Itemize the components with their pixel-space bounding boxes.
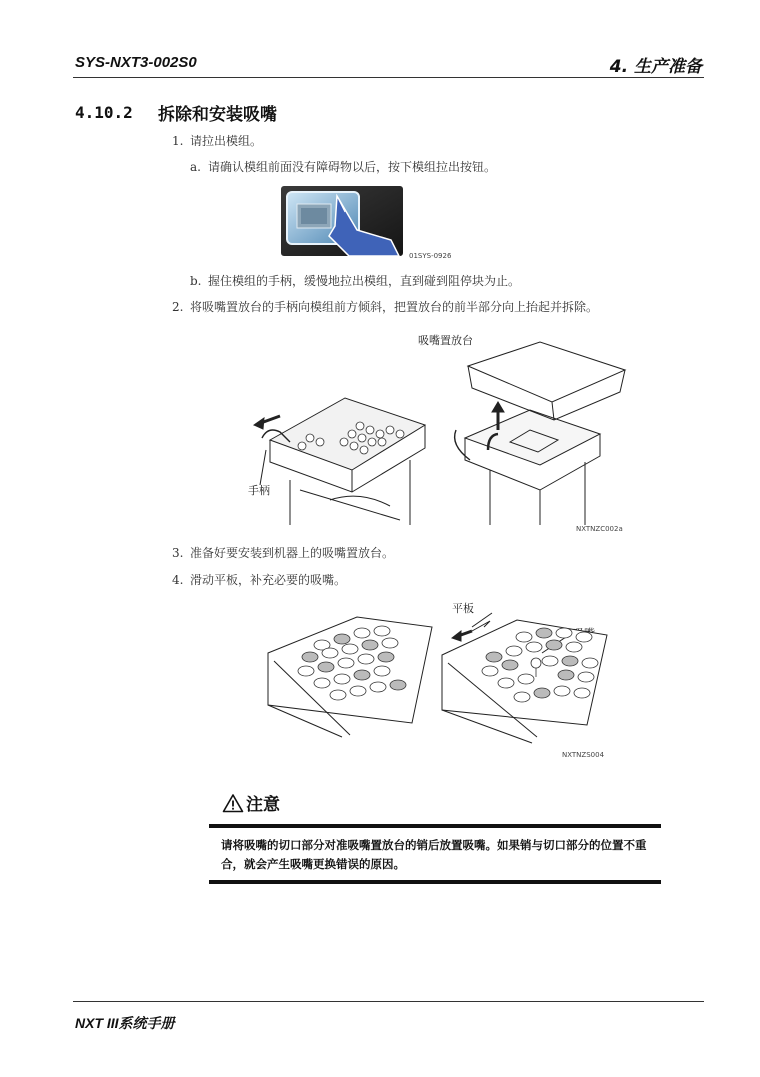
section-number: 4.10.2 (75, 103, 133, 122)
step-1a (190, 158, 496, 175)
caution-box (209, 824, 661, 884)
step-text: 请拉出模组。 (190, 134, 263, 148)
figure-caption: 01SYS-0926 (409, 252, 452, 260)
step-number: 1. (172, 134, 184, 148)
remove-station-drawing (240, 330, 630, 530)
step-number: a. (190, 160, 201, 174)
figure-slide-plate (262, 605, 612, 755)
manual-title: NXT III系统手册 (75, 1015, 175, 1031)
step-4 (172, 571, 346, 588)
section-title: 拆除和安装吸嘴 (158, 105, 277, 125)
caution-title: 注意 (246, 795, 280, 815)
step-1 (172, 132, 262, 149)
step-text: 请确认模组前面没有障碍物以后，按下模组拉出按钮。 (208, 160, 497, 174)
label-plate: 平板 (452, 602, 474, 615)
step-text: 滑动平板，补充必要的吸嘴。 (190, 573, 347, 587)
step-number: 4. (172, 573, 184, 587)
figure-caption: NXTNZC002a (576, 525, 623, 533)
pull-out-button-image (281, 186, 403, 256)
figure-caption: NXTNZS004 (562, 751, 605, 759)
label-nozzle-station: 吸嘴置放台 (418, 334, 473, 347)
step-1b (190, 272, 520, 289)
figure-remove-station (240, 330, 630, 530)
slide-plate-drawing (262, 605, 612, 755)
doc-id: SYS-NXT3-002S0 (75, 54, 197, 71)
caution-text: 请将吸嘴的切口部分对准吸嘴置放台的销后放置吸嘴。如果销与切口部分的位置不重合，就会产生吸嘴更换错误的原因。 (221, 838, 647, 871)
warning-icon (222, 793, 244, 813)
step-2 (172, 298, 598, 315)
step-text: 将吸嘴置放台的手柄向模组前方倾斜，把置放台的前半部分向上抬起并拆除。 (190, 300, 599, 314)
step-number: 3. (172, 546, 184, 560)
chapter-title: 4. 生产准备 (609, 57, 702, 77)
caution-heading (222, 790, 280, 815)
step-number: b. (190, 274, 202, 288)
footer-divider (73, 1001, 704, 1002)
step-text: 准备好要安装到机器上的吸嘴置放台。 (190, 546, 395, 560)
step-3 (172, 544, 394, 561)
step-text: 握住模组的手柄，缓慢地拉出模组，直到碰到阻停块为止。 (208, 274, 521, 288)
figure-pull-out-button (281, 186, 403, 256)
label-handle: 手柄 (248, 484, 270, 497)
header-divider (73, 77, 704, 78)
step-number: 2. (172, 300, 184, 314)
